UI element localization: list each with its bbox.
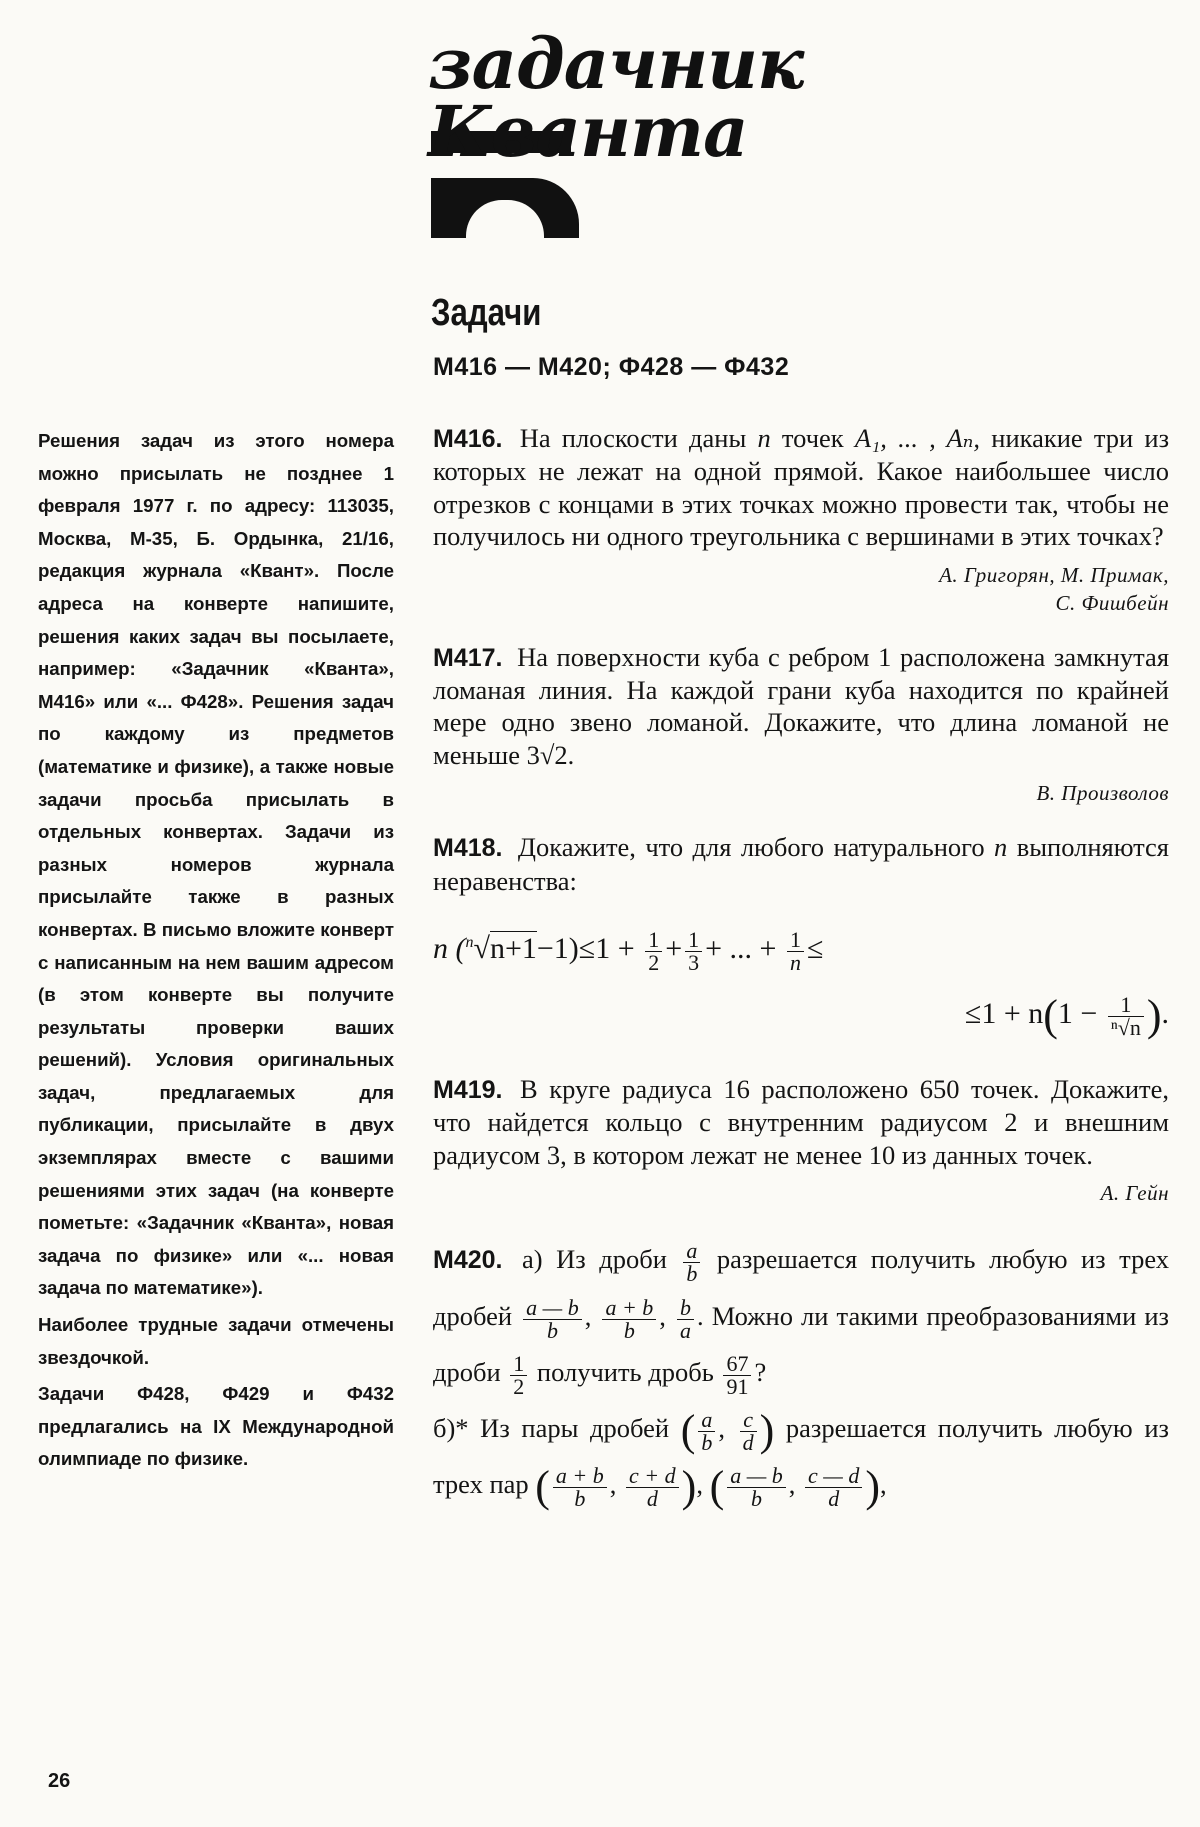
fraction: $\frac{a — b}{b}$ (523, 1297, 582, 1342)
logo-line1: задачник (428, 22, 804, 105)
problem-m419: М419. В круге радиуса 16 расположено 650 точек. Докажите, что найдется кольцо с внутренним радиусом 2 и внешним радиусом 3, в котором лежат не менее 10 из данных точек. А. Гейн (433, 1074, 1169, 1206)
problem-code: М420. (433, 1246, 503, 1275)
fraction: $\frac{a + b}{b}$ (553, 1465, 607, 1510)
problem-m418: М418. Докажите, что для любого натурального n выполняются неравенства: n ($^n$√n+1−1)≤1 + $\frac{1}{2}$ + $\frac{1}{3}$ + ... + $\frac{1}{n}$ ≤ ≤1 + n(1 − $\frac{1}{\text{ⁿ√n}}$ ). (433, 831, 1169, 1049)
fraction: $\frac{a + b}{b}$ (602, 1297, 656, 1342)
section-title: Задачи (431, 292, 542, 334)
submission-instructions (38, 425, 394, 1480)
logo-line2: Кванта (428, 90, 748, 173)
problem-m420: М420. а) Из дроби $\frac{a}{b}$ разрешается получить любую из трех дробей $\frac{a — b}{b}$ , $\frac{a + b}{b}$ , $\frac{b}{a}$ . Можно ли такими преобразованиями из дроби $\frac{1}{2}$ получить дробь $\frac{67}{91}$ ? б)* Из пары дробей ( $\frac{a}{b}$ , $\frac{c}{d}$ ) разрешается получить любую из трех пар ( $\frac{a + b}{b}$ , $\frac{c + d}{d}$ ), ( $\frac{a — b}{b}$ , $\frac{c — d}{d}$ ), (433, 1237, 1169, 1512)
fraction: $\frac{c — d}{d}$ (805, 1465, 862, 1510)
problem-code: М418. (433, 834, 503, 863)
fraction: $\frac{a}{b}$ (683, 1240, 700, 1285)
problems-list (433, 422, 1169, 1536)
sidebar-paragraph: Решения задач из этого номера можно присылать не позднее 1 февраля 1977 г. по адресу: 113035, Москва, М-35, Б. Ордынка, 21/16, редакция журнала «Квант». После адреса на конверте напишите, решения каких задач вы посылаете, например: «Задачник «Кванта», М416» или «... Ф428». Решения задач по каждому из предметов (математике и физике), а также новые задачи просьба присылать в отдельных конвертах. Задачи из разных номеров журнала присылайте также в разных конвертах. В письмо вложите конверт с написанным на нем вашим адресом (в этом конверте вы получите результаты проверки ваших решений). Условия оригинальных задач, предлагаемых для публикации, присылайте в двух экземплярах вместе с вашими решениями этих задач (на конверте пометьте: «Задачник «Кванта», новая задача по физике» или «... новая задача по математике»). (38, 430, 394, 1299)
fraction: $\frac{b}{a}$ (677, 1297, 694, 1342)
fraction: $\frac{67}{91}$ (723, 1353, 751, 1398)
sidebar-paragraph: Наиболее трудные задачи отмечены звездочкой. (38, 1314, 394, 1368)
problem-code: М419. (433, 1076, 503, 1105)
problem-author: В. Произволов (1036, 781, 1169, 806)
problem-m416: М416. На плоскости даны n точек A₁, ... , Aₙ, никакие три из которых не лежат на одной прямой. Какое наибольшее число отрезков с концами в этих точках можно провести так, чтобы не получилось ни одного треугольника с вершинами в этих точках? А. Григорян, М. Примак, С. Фишбейн (433, 423, 1170, 615)
inequality-line-1: n ($^n$√n+1−1)≤1 + $\frac{1}{2}$ + $\frac{1}{3}$ + ... + $\frac{1}{n}$ ≤ (433, 926, 824, 975)
magazine-logo (428, 22, 808, 218)
problem-author: А. Гейн (1100, 1181, 1169, 1206)
problem-code: М417. (433, 643, 503, 672)
fraction: $\frac{a}{b}$ (698, 1409, 715, 1454)
fraction: $\frac{a — b}{b}$ (727, 1465, 786, 1510)
fraction: $\frac{1}{2}$ (510, 1353, 527, 1398)
fraction: $\frac{1}{3}$ (685, 929, 702, 974)
fraction: $\frac{1}{n}$ (787, 929, 804, 974)
problem-author: А. Григорян, М. Примак, С. Фишбейн (939, 562, 1169, 615)
fraction: $\frac{1}{\text{ⁿ√n}}$ (1108, 994, 1144, 1039)
sidebar-paragraph: Задачи Ф428, Ф429 и Ф432 предлагались на IX Международной олимпиаде по физике. (38, 1383, 394, 1470)
fraction: $\frac{c + d}{d}$ (626, 1465, 679, 1510)
fraction: $\frac{1}{2}$ (645, 929, 662, 974)
problem-m417: М417. На поверхности куба с ребром 1 расположена замкнутая ломаная линия. На каждой грани куба находится по крайней мере одно звено ломаной. Докажите, что длина ломаной не меньше 3√2. В. Произволов (433, 641, 1170, 806)
section-range: М416 — М420; Ф428 — Ф432 (433, 353, 790, 381)
problem-code: М416. (433, 425, 503, 453)
page-number: 26 (48, 1770, 71, 1792)
fraction: $\frac{c}{d}$ (740, 1409, 757, 1454)
inequality-line-2: ≤1 + n(1 − $\frac{1}{\text{ⁿ√n}}$ ). (964, 991, 1169, 1041)
